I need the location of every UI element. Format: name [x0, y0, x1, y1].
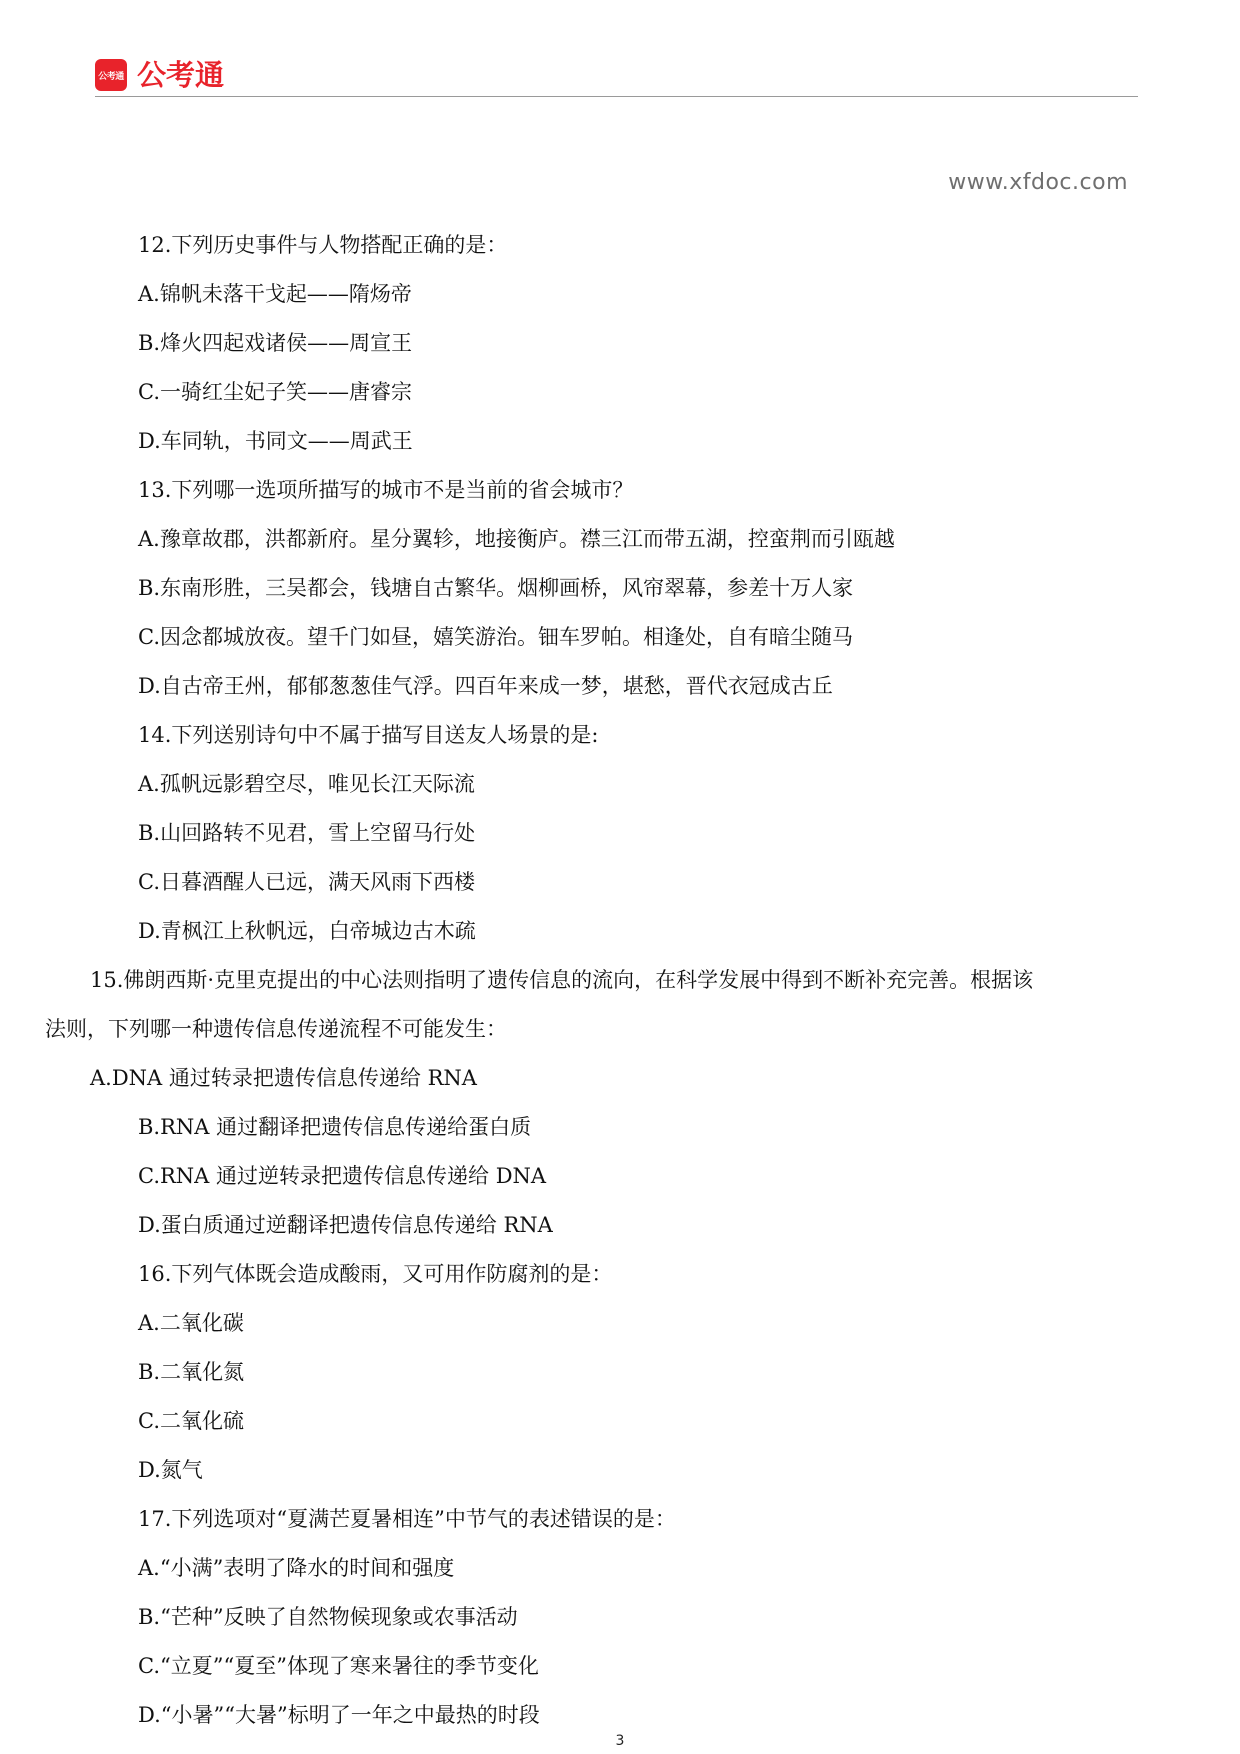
question-option: C.日暮酒醒人已远，满天风雨下西楼 — [138, 870, 475, 894]
question-stem: 12.下列历史事件与人物搭配正确的是： — [138, 233, 508, 257]
question-option: D.“小暑”“大暑”标明了一年之中最热的时段 — [138, 1703, 540, 1727]
question-option: D.蛋白质通过逆翻译把遗传信息传递给 RNA — [138, 1213, 553, 1237]
question-option: A.“小满”表明了降水的时间和强度 — [138, 1556, 455, 1580]
question-stem-continued: 法则，下列哪一种遗传信息传递流程不可能发生： — [45, 1017, 507, 1041]
question-stem: 14.下列送别诗句中不属于描写目送友人场景的是: — [138, 723, 599, 747]
header-divider — [95, 96, 1138, 97]
question-option: B.“芒种”反映了自然物候现象或农事活动 — [138, 1605, 518, 1629]
question-option: A.锦帆未落干戈起——隋炀帝 — [138, 282, 412, 306]
question-option: A.二氧化碳 — [138, 1311, 244, 1335]
question-option: D.氮气 — [138, 1458, 203, 1482]
page-number: 3 — [615, 1733, 625, 1749]
question-option: A.豫章故郡，洪都新府。星分翼轸，地接衡庐。襟三江而带五湖，控蛮荆而引瓯越 — [138, 527, 895, 551]
question-stem: 15.佛朗西斯·克里克提出的中心法则指明了遗传信息的流向，在科学发展中得到不断补充完善。根据该 — [90, 968, 1034, 992]
logo-badge: 公考通 — [95, 59, 127, 91]
question-option: D.车同轨，书同文——周武王 — [138, 429, 413, 453]
question-option: C.RNA 通过逆转录把遗传信息传递给 DNA — [138, 1164, 547, 1188]
question-option: C.“立夏”“夏至”体现了寒来暑往的季节变化 — [138, 1654, 539, 1678]
question-option: A.孤帆远影碧空尽，唯见长江天际流 — [138, 772, 475, 796]
question-option: B.二氧化氮 — [138, 1360, 245, 1384]
question-option: C.因念都城放夜。望千门如昼，嬉笑游治。钿车罗帕。相逢处，自有暗尘随马 — [138, 625, 853, 649]
question-option: C.一骑红尘妃子笑——唐睿宗 — [138, 380, 412, 404]
question-option: B.RNA 通过翻译把遗传信息传递给蛋白质 — [138, 1115, 532, 1139]
question-option: D.青枫江上秋帆远，白帝城边古木疏 — [138, 919, 476, 943]
watermark-url: www.xfdoc.com — [948, 170, 1128, 195]
question-stem: 17.下列选项对“夏满芒夏暑相连”中节气的表述错误的是： — [138, 1507, 676, 1531]
question-option: B.烽火四起戏诸侯——周宣王 — [138, 331, 413, 355]
question-option: D.自古帝王州，郁郁葱葱佳气浮。四百年来成一梦，堪愁，晋代衣冠成古丘 — [138, 674, 833, 698]
question-option: C.二氧化硫 — [138, 1409, 244, 1433]
logo-text: 公考通 — [137, 58, 225, 92]
question-stem: 13.下列哪一选项所描写的城市不是当前的省会城市？ — [138, 478, 634, 502]
question-stem: 16.下列气体既会造成酸雨，又可用作防腐剂的是： — [138, 1262, 613, 1286]
question-option: B.山回路转不见君，雪上空留马行处 — [138, 821, 476, 845]
question-option: B.东南形胜，三吴都会，钱塘自古繁华。烟柳画桥，风帘翠幕，参差十万人家 — [138, 576, 854, 600]
question-option: A.DNA 通过转录把遗传信息传递给 RNA — [90, 1066, 477, 1090]
